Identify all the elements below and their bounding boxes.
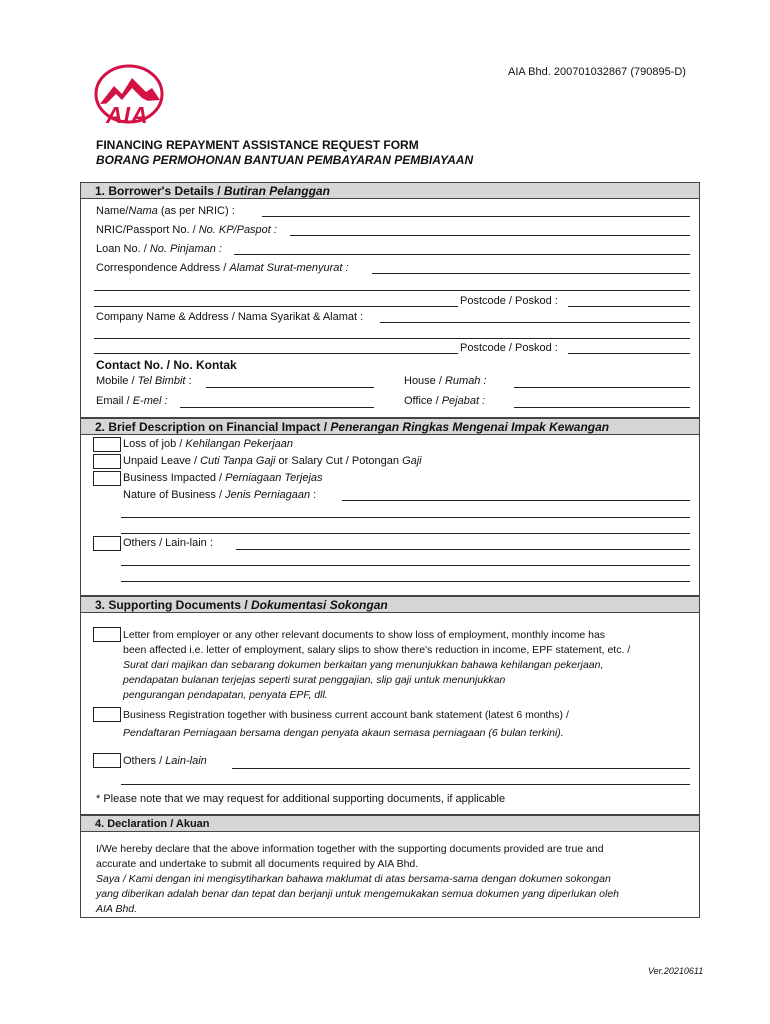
company-field-2[interactable] <box>94 338 690 339</box>
employer-letter-text-2: been affected i.e. letter of employment, salary slips to show there's reduction in income, EPF statement, etc. / Surat dari majikan dan sebarang dokumen berkaitan yang menunjukkan bahawa kehilangan pekerjaan, pendapatan bulanan terjejas seperti surat penggajian, slip gaji untuk menunjukkan pengurangan pendapatan, penyata EPF, dll. <box>123 644 631 701</box>
postcode-label: Postcode / Poskod : <box>460 295 558 307</box>
nature-field-1[interactable] <box>342 500 690 501</box>
others-checkbox[interactable] <box>93 536 121 551</box>
supporting-others-field-2[interactable] <box>121 784 690 785</box>
email-field[interactable] <box>180 407 374 408</box>
section-3-header: 3. Supporting Documents / Dokumentasi Sokongan <box>80 596 700 613</box>
nature-field-2[interactable] <box>121 517 690 518</box>
loan-label: Loan No. / No. Pinjaman : <box>96 243 222 255</box>
supporting-others-label: Others / Lain-lain <box>123 755 207 767</box>
others-field-1[interactable] <box>236 549 690 550</box>
aia-logo-text: AIA <box>106 102 149 128</box>
business-registration-checkbox[interactable] <box>93 707 121 722</box>
others-label: Others / Lain-lain : <box>123 537 213 549</box>
address-field-1[interactable] <box>372 273 690 274</box>
others-field-3[interactable] <box>121 581 690 582</box>
mobile-field[interactable] <box>206 387 374 388</box>
name-field[interactable] <box>262 216 690 217</box>
postcode-field[interactable] <box>568 306 690 307</box>
office-label: Office / Pejabat : <box>404 395 486 407</box>
employer-letter-text: Letter from employer or any other relevant documents to show loss of employment, monthly income has <box>123 629 606 641</box>
aia-logo <box>92 64 170 128</box>
business-registration-text: Business Registration together with business current account bank statement (latest 6 months) / Pendaftaran Perniagaan bersama dengan penyata akaun semasa perniagaan (6 bulan terkini). <box>123 709 569 739</box>
contact-heading: Contact No. / No. Kontak <box>96 358 237 372</box>
unpaid-leave-label: Unpaid Leave / Cuti Tanpa Gaji or Salary Cut / Potongan Gaji <box>123 455 422 467</box>
loss-of-job-checkbox[interactable] <box>93 437 121 452</box>
mobile-label: Mobile / Tel Bimbit : <box>96 375 192 387</box>
business-impacted-label: Business Impacted / Perniagaan Terjejas <box>123 472 323 484</box>
declaration-text: I/We hereby declare that the above information together with the supporting documents provided are true and accurate and undertake to submit all documents required by AIA Bhd. Saya / Kami dengan ini mengisytiharkan bahawa maklumat di atas bersama-sama dengan dokumen sokongan yang diberikan adalah benar dan tepat dan berjanji untuk mengemukakan semua dokumen yang diperlukan oleh AIA Bhd. <box>96 843 620 915</box>
supporting-others-field-1[interactable] <box>232 768 690 769</box>
form-title-ms: BORANG PERMOHONAN BANTUAN PEMBAYARAN PEMBIAYAAN <box>96 153 474 167</box>
address-label: Correspondence Address / Alamat Surat-menyurat : <box>96 262 349 274</box>
loan-field[interactable] <box>234 254 690 255</box>
section-4-header: 4. Declaration / Akuan <box>80 815 700 832</box>
office-field[interactable] <box>514 407 690 408</box>
address-field-3[interactable] <box>94 306 458 307</box>
nature-of-business-label: Nature of Business / Jenis Perniagaan : <box>123 489 317 501</box>
supporting-note: * Please note that we may request for additional supporting documents, if applicable <box>96 793 506 805</box>
unpaid-leave-checkbox[interactable] <box>93 454 121 469</box>
others-field-2[interactable] <box>121 565 690 566</box>
section-1-header: 1. Borrower's Details / Butiran Pelanggan <box>80 182 700 199</box>
supporting-others-checkbox[interactable] <box>93 753 121 768</box>
address-field-2[interactable] <box>94 290 690 291</box>
form-title-en: FINANCING REPAYMENT ASSISTANCE REQUEST FORM <box>96 138 419 152</box>
company-field-1[interactable] <box>380 322 690 323</box>
nric-field[interactable] <box>290 235 690 236</box>
nric-label: NRIC/Passport No. / No. KP/Paspot : <box>96 224 277 236</box>
company-field-3[interactable] <box>94 353 458 354</box>
loss-of-job-label: Loss of job / Kehilangan Pekerjaan <box>123 438 294 450</box>
version-label: Ver.20210611 <box>648 966 704 976</box>
nature-field-3[interactable] <box>121 533 690 534</box>
business-impacted-checkbox[interactable] <box>93 471 121 486</box>
company-label: Company Name & Address / Nama Syarikat & Alamat : <box>96 311 364 323</box>
employer-letter-checkbox[interactable] <box>93 627 121 642</box>
house-label: House / Rumah : <box>404 375 487 387</box>
section-2-header: 2. Brief Description on Financial Impact / Penerangan Ringkas Mengenai Impak Kewangan <box>80 418 700 435</box>
house-field[interactable] <box>514 387 690 388</box>
company-registration: AIA Bhd. 200701032867 (790895-D) <box>508 66 686 78</box>
postcode-field-2[interactable] <box>568 353 690 354</box>
name-label: Name/Nama (as per NRIC) : <box>96 205 235 217</box>
postcode-label-2: Postcode / Poskod : <box>460 342 558 354</box>
email-label: Email / E-mel : <box>96 395 168 407</box>
